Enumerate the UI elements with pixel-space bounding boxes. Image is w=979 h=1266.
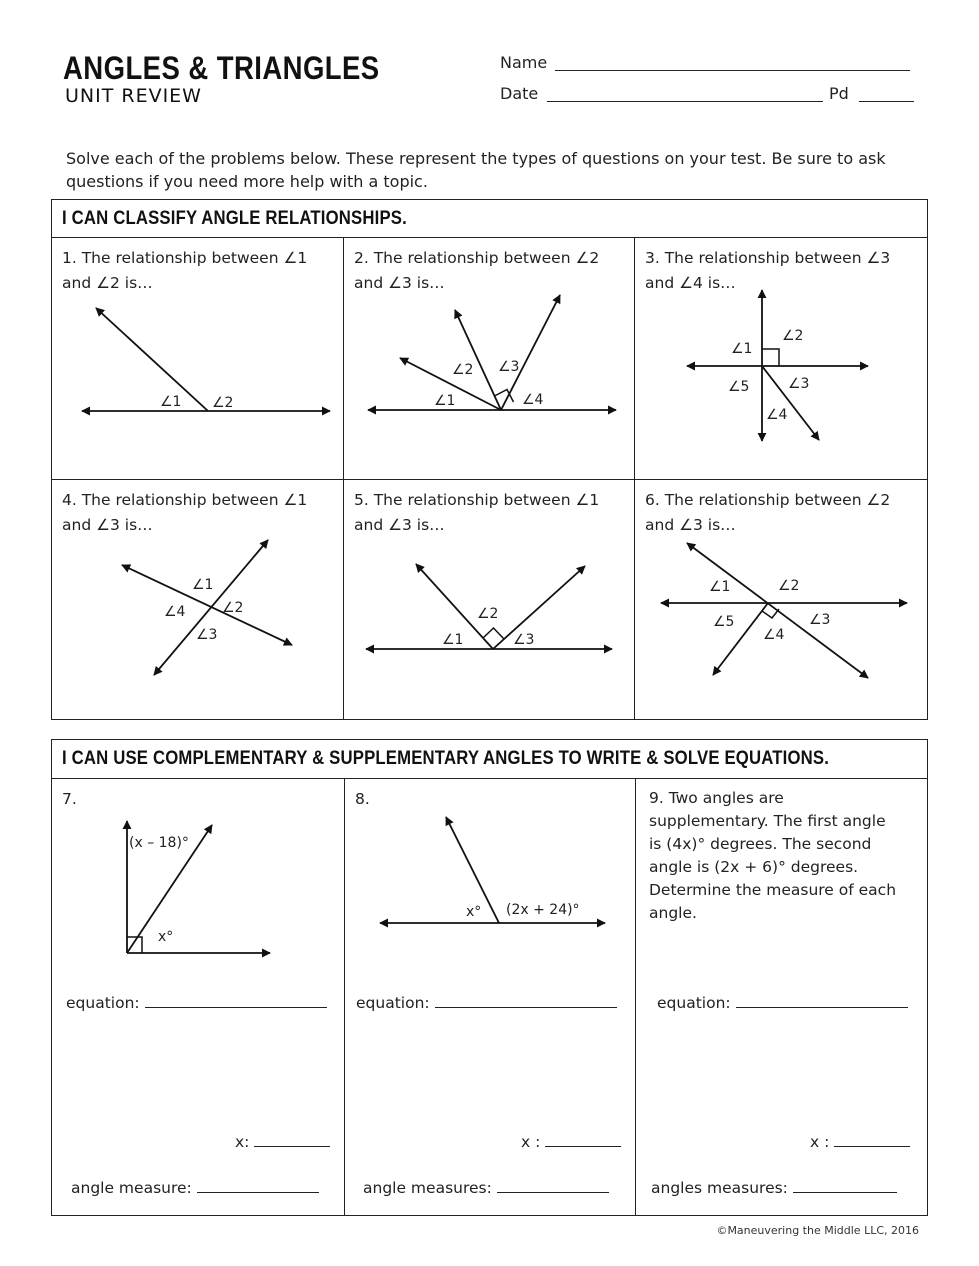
equation-row: equation: — [657, 993, 908, 1012]
date-label: Date — [500, 84, 539, 103]
angle-label: ∠4 — [766, 407, 788, 423]
equation-row: equation: — [66, 993, 327, 1012]
diagram-1 — [52, 238, 344, 480]
problem-9 — [636, 779, 928, 1216]
measure-row: angle measures: — [363, 1178, 609, 1197]
diagram-6 — [635, 480, 928, 720]
angle-label: ∠2 — [452, 362, 474, 378]
diagram-3 — [635, 238, 928, 480]
problem-number: 7. — [62, 790, 77, 808]
diagram-4 — [52, 480, 344, 720]
angle-label: (x – 18)° — [129, 835, 189, 851]
problem-7 — [52, 779, 345, 1216]
problem-prompt: 4. The relationship between ∠1 and ∠3 is… — [62, 491, 308, 534]
angle-label: ∠2 — [477, 606, 499, 622]
angle-label: ∠1 — [731, 341, 753, 357]
measure-field[interactable] — [197, 1178, 319, 1193]
period-label: Pd — [829, 84, 849, 103]
angle-label: ∠1 — [434, 393, 456, 409]
diagram-2 — [344, 238, 635, 480]
problem-number: 8. — [355, 790, 370, 808]
x-row: x: — [235, 1132, 330, 1151]
x-row: x : — [521, 1132, 621, 1151]
problem-prompt: 3. The relationship between ∠3 and ∠4 is… — [645, 249, 891, 292]
problem-1 — [52, 238, 344, 480]
angle-label: ∠2 — [212, 395, 234, 411]
date-field[interactable] — [547, 101, 823, 102]
angle-label: ∠3 — [498, 359, 520, 375]
equation-field[interactable] — [435, 993, 617, 1008]
angle-label: (2x + 24)° — [506, 902, 580, 918]
angle-label: ∠3 — [196, 627, 218, 643]
worksheet-title: ANGLES & TRIANGLES — [63, 50, 380, 86]
angle-label: ∠2 — [782, 328, 804, 344]
period-field[interactable] — [859, 101, 914, 102]
angle-label: ∠5 — [728, 379, 750, 395]
section-equations — [51, 739, 928, 1216]
problem-prompt: 6. The relationship between ∠2 and ∠3 is… — [645, 491, 891, 534]
problem-prompt: 1. The relationship between ∠1 and ∠2 is… — [62, 249, 308, 292]
measure-field[interactable] — [497, 1178, 609, 1193]
equation-field[interactable] — [736, 993, 908, 1008]
section-heading: I CAN CLASSIFY ANGLE RELATIONSHIPS. — [52, 200, 928, 238]
problem-prompt: 2. The relationship between ∠2 and ∠3 is… — [354, 249, 600, 292]
measure-row: angle measure: — [71, 1178, 319, 1197]
angle-label: ∠1 — [192, 577, 214, 593]
angle-label: ∠4 — [164, 604, 186, 620]
x-field[interactable] — [834, 1132, 910, 1147]
x-field[interactable] — [545, 1132, 621, 1147]
problem-prompt: 9. Two angles are supplementary. The first angle is (4x)° degrees. The second angle is (2x + 6)° degrees. Determine the measure of each angle. — [649, 789, 897, 922]
angle-label: ∠4 — [763, 627, 785, 643]
x-row: x : — [810, 1132, 910, 1151]
problem-3 — [635, 238, 928, 480]
problem-6 — [635, 480, 928, 720]
angle-label: ∠3 — [809, 612, 831, 628]
equation-row: equation: — [356, 993, 617, 1012]
angle-label: ∠3 — [513, 632, 535, 648]
angle-label: x° — [158, 929, 174, 945]
angle-label: x° — [466, 904, 482, 920]
equation-field[interactable] — [145, 993, 327, 1008]
name-label: Name — [500, 53, 548, 72]
angle-label: ∠3 — [788, 376, 810, 392]
name-field[interactable] — [555, 70, 910, 71]
angle-label: ∠2 — [222, 600, 244, 616]
problem-4 — [52, 480, 344, 720]
measure-field[interactable] — [793, 1178, 897, 1193]
angle-label: ∠2 — [778, 578, 800, 594]
problem-2 — [344, 238, 635, 480]
section-classify-angles — [51, 199, 928, 720]
measure-row: angles measures: — [651, 1178, 897, 1197]
worksheet-subtitle: UNIT REVIEW — [65, 85, 202, 107]
problem-5 — [344, 480, 635, 720]
angle-label: ∠1 — [442, 632, 464, 648]
angle-label: ∠1 — [709, 579, 731, 595]
angle-label: ∠1 — [160, 394, 182, 410]
x-field[interactable] — [254, 1132, 330, 1147]
diagram-5 — [344, 480, 635, 720]
angle-label: ∠5 — [713, 614, 735, 630]
problem-8 — [345, 779, 636, 1216]
instructions: Solve each of the problems below. These represent the types of questions on your test. Be sure to ask questions if you need more help with a topic. — [66, 149, 886, 191]
angle-label: ∠4 — [522, 392, 544, 408]
copyright-footer: ©Maneuvering the Middle LLC, 2016 — [716, 1224, 919, 1237]
section-heading: I CAN USE COMPLEMENTARY & SUPPLEMENTARY ANGLES TO WRITE & SOLVE EQUATIONS. — [52, 740, 928, 779]
problem-prompt: 5. The relationship between ∠1 and ∠3 is… — [354, 491, 600, 534]
